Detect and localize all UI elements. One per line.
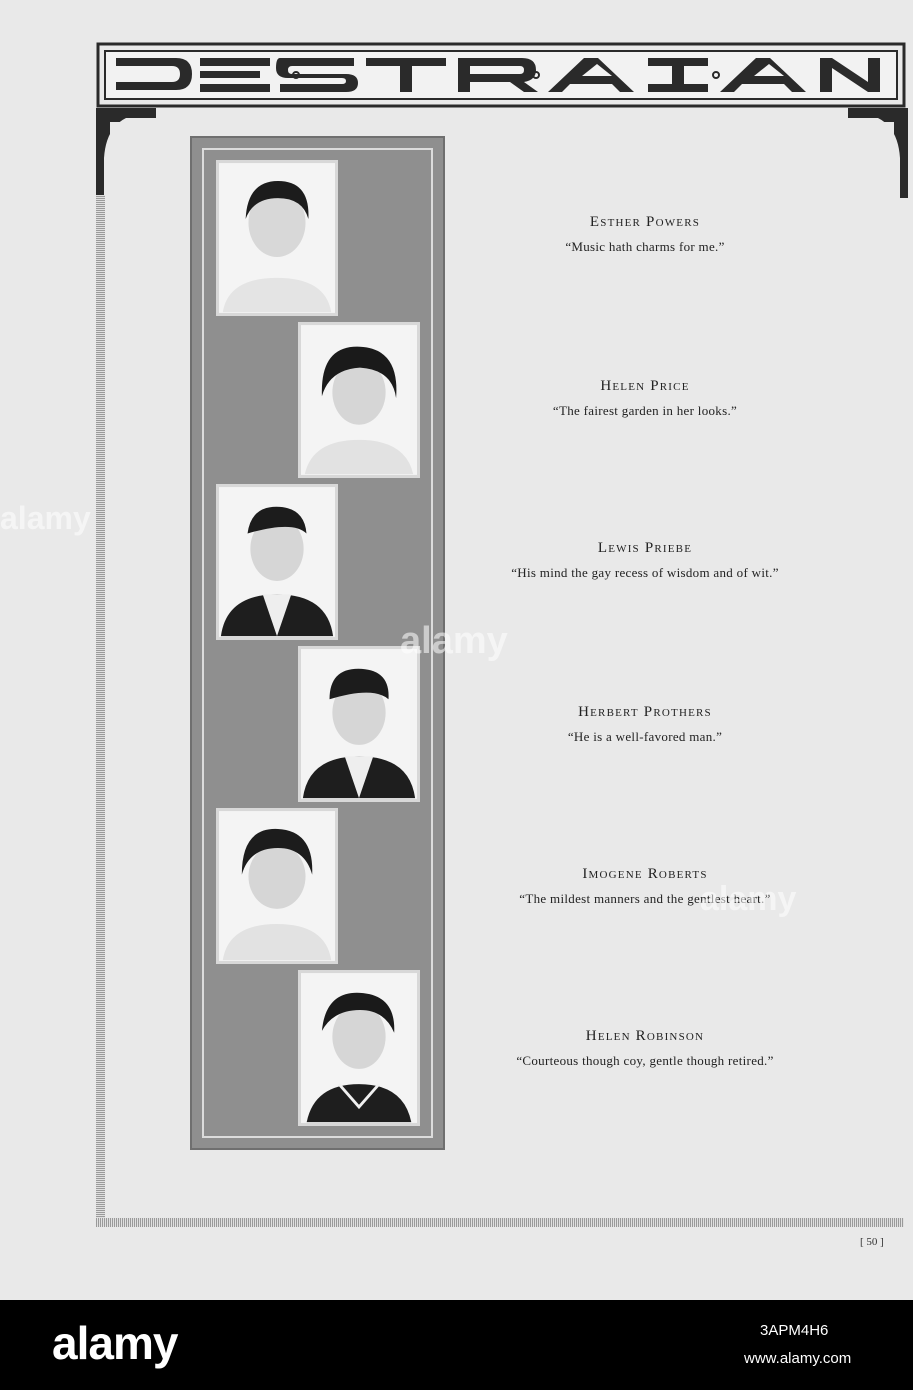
portrait-photo [216, 808, 338, 964]
student-entry [470, 1028, 820, 1069]
portrait-photo [216, 160, 338, 316]
student-name: Helen Robinson [585, 1028, 705, 1044]
student-entry [470, 214, 820, 255]
portrait-photo [216, 484, 338, 640]
watermark: alamy [700, 880, 797, 918]
student-quote: “He is a well-favored man.” [567, 729, 723, 744]
student-quote: “His mind the gay recess of wisdom and of wit.” [511, 565, 779, 580]
portrait-photo [298, 646, 420, 802]
decorative-header-banner [96, 42, 906, 108]
student-quote: “Courteous though coy, gentle though retired.” [516, 1053, 774, 1068]
student-name: Lewis Priebe [597, 540, 693, 556]
student-quote: “The fairest garden in her looks.” [552, 403, 738, 418]
student-quote: “Music hath charms for me.” [565, 239, 725, 254]
student-entry [470, 704, 820, 745]
page-frame-left [96, 195, 105, 1227]
stock-image-id: 3APM4H6 [760, 1322, 829, 1339]
student-entry [470, 540, 820, 581]
corner-ornament-right [848, 108, 908, 198]
corner-ornament-left [96, 108, 156, 198]
student-entry [470, 866, 820, 907]
page-frame-bottom [96, 1218, 904, 1227]
student-name: Esther Powers [589, 214, 701, 230]
page-number: [ 50 ] [860, 1236, 884, 1248]
photo-strip [190, 136, 445, 1150]
student-quote: “The mildest manners and the gentlest heart.” [519, 891, 771, 906]
student-name: Helen Price [600, 378, 690, 394]
watermark: alamy [0, 500, 91, 536]
watermark: alamy [400, 620, 508, 662]
student-name: Herbert Prothers [578, 704, 712, 720]
student-name: Imogene Roberts [582, 866, 708, 882]
stock-site-url: www.alamy.com [744, 1350, 852, 1367]
portrait-photo [298, 970, 420, 1126]
portrait-photo [298, 322, 420, 478]
student-entry [470, 378, 820, 419]
stock-brand-logo: alamy [52, 1317, 178, 1369]
